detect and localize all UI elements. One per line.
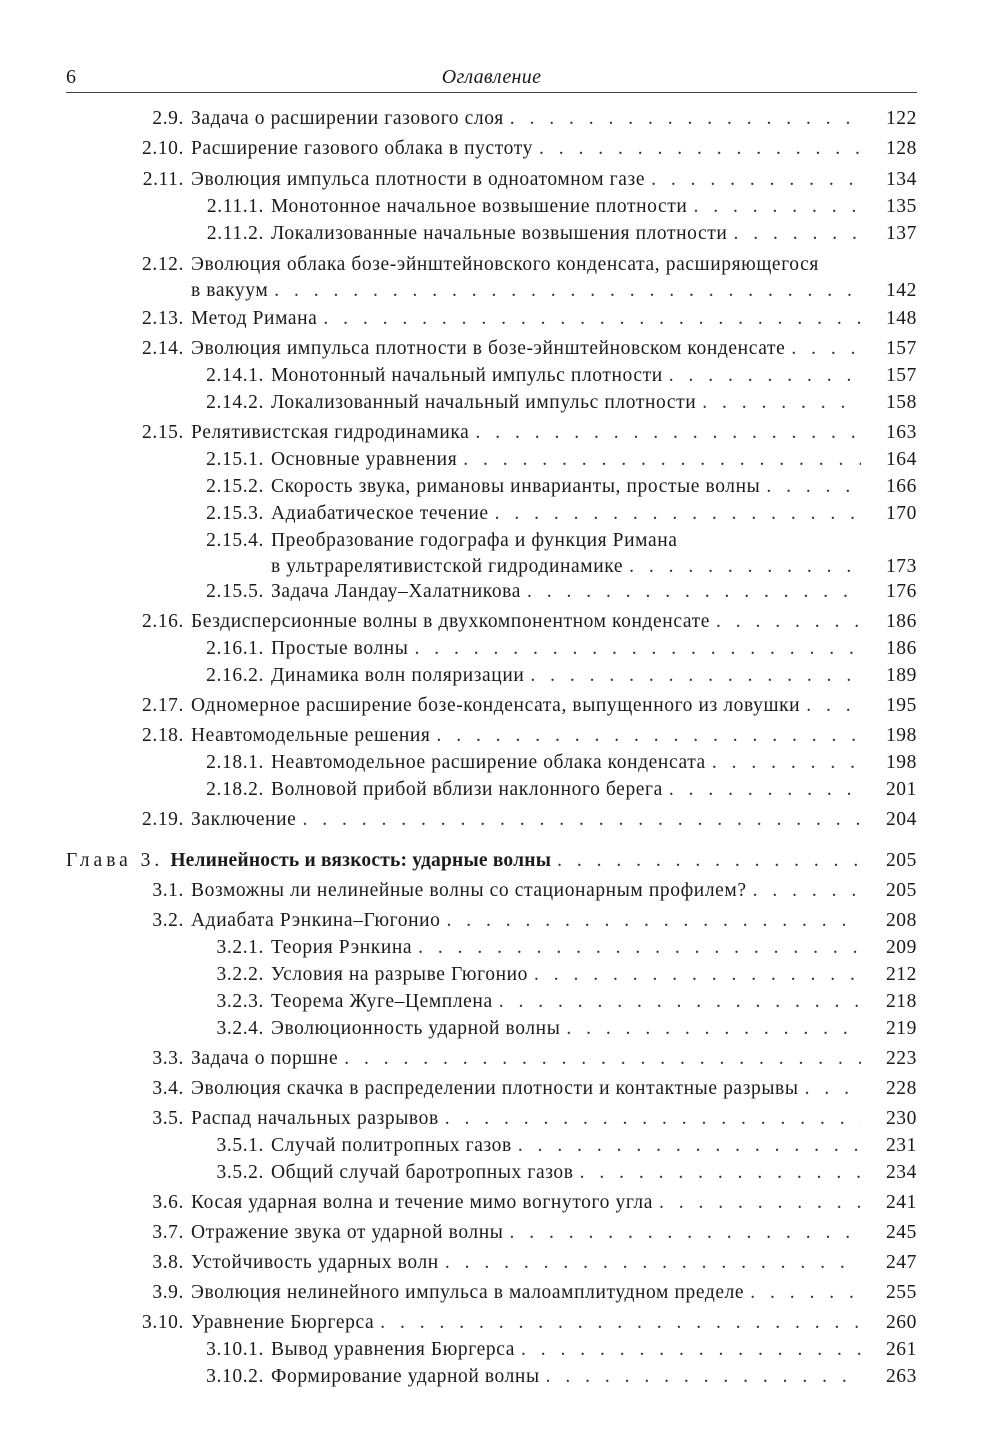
toc-page: 186: [885, 611, 917, 632]
toc-title: Эволюция облака бозе-эйнштейновского конденсата, расширяющегося: [191, 254, 819, 275]
toc-number: 3.3.: [152, 1048, 184, 1069]
toc-entry[interactable]: [66, 336, 917, 364]
toc-entry[interactable]: [66, 252, 917, 308]
toc-entry[interactable]: [66, 1220, 917, 1248]
toc-title: Эволюция скачка в распределении плотности и контактные разрывы: [191, 1078, 799, 1099]
toc-leader: [702, 390, 861, 416]
toc-number: 2.15.2.: [206, 476, 264, 497]
toc-leader: [659, 1190, 861, 1216]
toc-number: 2.12.: [142, 254, 184, 275]
toc-title: Неавтомодельное расширение облака конденсата: [271, 752, 706, 773]
toc-leader: [380, 1310, 861, 1336]
toc-number: 3.5.: [152, 1108, 184, 1129]
toc-title: Теория Рэнкина: [271, 937, 413, 958]
toc-title: Отражение звука от ударной волны: [191, 1222, 504, 1243]
toc-page: 261: [885, 1339, 917, 1360]
toc-title: Адиабатическое течение: [271, 503, 489, 524]
toc-entry[interactable]: [66, 663, 917, 691]
toc-title: Формирование ударной волны: [271, 1366, 540, 1387]
toc-title: Заключение: [191, 809, 297, 830]
toc-title: Эволюция нелинейного импульса в малоамплитудном пределе: [191, 1282, 745, 1303]
toc-title: Основные уравнения: [271, 449, 458, 470]
toc-entry[interactable]: [66, 1250, 917, 1278]
toc-title: Одномерное расширение бозе-конденсата, выпущенного из ловушки: [191, 695, 801, 716]
toc-entry[interactable]: [66, 363, 917, 391]
toc-number: 2.14.2.: [206, 392, 264, 413]
toc-leader: [302, 807, 861, 833]
toc-number: 3.2.3.: [216, 991, 264, 1012]
toc-page: 170: [885, 503, 917, 524]
toc-entry[interactable]: [66, 194, 917, 222]
toc-number: 3.9.: [152, 1282, 184, 1303]
chapter-number: Глава 3.: [66, 850, 164, 871]
toc-leader: [518, 1133, 861, 1159]
chapter-title: Нелинейность и вязкость: ударные волны: [170, 850, 552, 871]
toc-entry[interactable]: [66, 106, 917, 134]
toc-entry[interactable]: [66, 390, 917, 418]
toc-title: Динамика волн поляризации: [271, 665, 525, 686]
toc-number: 3.10.: [142, 1312, 184, 1333]
running-title: Оглавление: [441, 66, 542, 88]
toc-number: 2.14.1.: [206, 365, 264, 386]
toc-entry[interactable]: [66, 447, 917, 475]
toc-title: Условия на разрыве Гюгонио: [271, 964, 528, 985]
toc-number: 2.10.: [142, 138, 184, 159]
toc-leader: [463, 447, 861, 473]
toc-title: Адиабата Рэнкина–Гюгонио: [191, 910, 441, 931]
toc-page: 198: [885, 752, 917, 773]
toc-entry[interactable]: [66, 878, 917, 906]
toc-number: 2.11.1.: [206, 196, 264, 217]
toc-number: 3.8.: [152, 1252, 184, 1273]
toc-chapter-entry[interactable]: [66, 848, 917, 876]
toc-entry[interactable]: [66, 962, 917, 990]
toc-leader: [530, 663, 861, 689]
toc-leader: [806, 693, 861, 719]
toc-page: 223: [885, 1048, 917, 1069]
toc-page: 234: [885, 1162, 917, 1183]
toc-entry[interactable]: [66, 1106, 917, 1134]
toc-leader: [693, 194, 861, 220]
toc-leader: [712, 750, 861, 776]
toc-title: Случай политропных газов: [271, 1135, 512, 1156]
toc-leader: [495, 501, 861, 527]
toc-title-continued: в вакуум: [191, 280, 269, 301]
toc-page: 205: [885, 850, 917, 871]
toc-number: 3.5.1.: [216, 1135, 264, 1156]
toc-entry[interactable]: [66, 1160, 917, 1188]
toc-number: 2.19.: [142, 809, 184, 830]
toc-leader: [521, 1337, 861, 1363]
toc-entry[interactable]: [66, 908, 917, 936]
toc-entry[interactable]: [66, 1016, 917, 1044]
toc-leader: [274, 278, 861, 304]
toc-title: Косая ударная волна и течение мимо вогнутого угла: [191, 1192, 654, 1213]
toc-leader: [766, 474, 861, 500]
toc-page: 134: [885, 169, 917, 190]
toc-page: 157: [885, 338, 917, 359]
toc-page: 205: [885, 880, 917, 901]
toc-number: 2.16.2.: [206, 665, 264, 686]
toc-entry[interactable]: [66, 221, 917, 249]
toc-number: 2.11.2.: [206, 223, 264, 244]
toc-page: 128: [885, 138, 917, 159]
toc-leader: [475, 420, 861, 446]
toc-title: Локализованный начальный импульс плотности: [271, 392, 697, 413]
toc-entry[interactable]: [66, 807, 917, 835]
toc-title: Простые волны: [271, 638, 409, 659]
toc-page: 230: [885, 1108, 917, 1129]
toc-title: Распад начальных разрывов: [191, 1108, 439, 1129]
toc-title: Расширение газового облака в пустоту: [191, 138, 533, 159]
toc-leader: [750, 1280, 861, 1306]
toc-leader: [510, 106, 861, 132]
toc-page: 201: [885, 779, 917, 800]
page-number: 6: [66, 66, 76, 88]
toc-page: 189: [885, 665, 917, 686]
toc-leader: [669, 777, 861, 803]
toc-number: 2.17.: [142, 695, 184, 716]
toc-page: 148: [885, 308, 917, 329]
toc-title: Задача о расширении газового слоя: [191, 108, 504, 129]
toc-number: 3.5.2.: [216, 1162, 264, 1183]
toc-number: 3.1.: [152, 880, 184, 901]
toc-number: 2.15.5.: [206, 581, 264, 602]
toc-entry[interactable]: [66, 501, 917, 529]
toc-number: 2.14.: [142, 338, 184, 359]
toc-title: Возможны ли нелинейные волны со стационарным профилем?: [191, 880, 747, 901]
toc-number: 2.11.: [142, 169, 184, 190]
toc-number: 2.15.3.: [206, 503, 264, 524]
toc-entry[interactable]: [66, 750, 917, 778]
toc-page: 186: [885, 638, 917, 659]
toc-leader: [669, 363, 861, 389]
toc-page: 137: [885, 223, 917, 244]
toc-entry[interactable]: [66, 1076, 917, 1104]
toc-page: 158: [885, 392, 917, 413]
toc-page: 247: [885, 1252, 917, 1273]
toc-title: Задача о поршне: [191, 1048, 339, 1069]
toc-leader: [546, 1364, 861, 1390]
toc-leader: [753, 878, 861, 904]
toc-entry[interactable]: [66, 1364, 917, 1392]
toc-number: 3.2.4.: [216, 1018, 264, 1039]
toc-page: 228: [885, 1078, 917, 1099]
toc-number: 3.2.2.: [216, 964, 264, 985]
toc-number: 3.10.1.: [206, 1339, 264, 1360]
toc-entry[interactable]: [66, 528, 917, 584]
toc-leader: [651, 167, 861, 193]
toc-entry[interactable]: [66, 1190, 917, 1218]
toc-page: 245: [885, 1222, 917, 1243]
toc-entry[interactable]: [66, 693, 917, 721]
toc-page: 218: [885, 991, 917, 1012]
toc-leader: [580, 1160, 861, 1186]
toc-leader: [629, 554, 861, 580]
toc-title: Волновой прибой вблизи наклонного берега: [271, 779, 663, 800]
toc-title: Эволюция импульса плотности в бозе-эйнштейновском конденсате: [191, 338, 786, 359]
toc-entry[interactable]: [66, 777, 917, 805]
toc-entry[interactable]: [66, 723, 917, 751]
toc-number: 2.15.: [142, 422, 184, 443]
toc-number: 3.4.: [152, 1078, 184, 1099]
toc-entry[interactable]: [66, 1310, 917, 1338]
toc-leader: [447, 908, 862, 934]
toc-number: 3.7.: [152, 1222, 184, 1243]
toc-leader: [539, 136, 861, 162]
toc-title: Эволюция импульса плотности в одноатомном газе: [191, 169, 646, 190]
toc-title: Вывод уравнения Бюргерса: [271, 1339, 515, 1360]
toc-entry[interactable]: [66, 636, 917, 664]
toc-leader: [437, 723, 861, 749]
toc-title: Метод Римана: [191, 308, 318, 329]
toc-number: 2.18.2.: [206, 779, 264, 800]
toc-title: Бездисперсионные волны в двухкомпонентном конденсате: [191, 611, 710, 632]
toc-page: 255: [885, 1282, 917, 1303]
toc-entry[interactable]: [66, 579, 917, 607]
toc-entry[interactable]: [66, 989, 917, 1017]
toc-leader: [510, 1220, 862, 1246]
toc-leader: [534, 962, 861, 988]
toc-page: 263: [885, 1366, 917, 1387]
toc-number: 2.15.4.: [206, 530, 264, 551]
toc-leader: [323, 306, 861, 332]
toc-page: 208: [885, 910, 917, 931]
toc-entry[interactable]: [66, 935, 917, 963]
toc-leader: [499, 989, 861, 1015]
toc-leader: [344, 1046, 861, 1072]
toc-number: 3.2.: [152, 910, 184, 931]
toc-entry[interactable]: [66, 609, 917, 637]
toc-entry[interactable]: [66, 474, 917, 502]
toc-entry[interactable]: [66, 136, 917, 164]
toc-leader: [415, 636, 861, 662]
toc-title: Скорость звука, римановы инварианты, простые волны: [271, 476, 761, 497]
toc-leader: [445, 1106, 861, 1132]
toc-entry[interactable]: [66, 1280, 917, 1308]
toc-page: 163: [885, 422, 917, 443]
toc-leader: [805, 1076, 861, 1102]
toc-page: 173: [885, 556, 917, 577]
toc-number: 3.2.1.: [216, 937, 264, 958]
toc-page: 135: [885, 196, 917, 217]
toc-page: 219: [885, 1018, 917, 1039]
toc-number: 3.6.: [152, 1192, 184, 1213]
toc-leader: [445, 1250, 861, 1276]
running-header: [66, 66, 917, 93]
toc-number: 2.15.1.: [206, 449, 264, 470]
toc-entry[interactable]: [66, 306, 917, 334]
toc-leader: [566, 1016, 861, 1042]
toc-entry[interactable]: [66, 1337, 917, 1365]
toc-number: 2.18.: [142, 725, 184, 746]
toc-title: Релятивистская гидродинамика: [191, 422, 470, 443]
toc-title: Монотонное начальное возвышение плотности: [271, 196, 688, 217]
toc-number: 2.16.1.: [206, 638, 264, 659]
toc-page: 122: [885, 108, 917, 129]
toc-leader: [557, 848, 861, 874]
toc-entry[interactable]: [66, 1133, 917, 1161]
toc-page: 212: [885, 964, 917, 985]
toc-title: Преобразование годографа и функция Римана: [271, 530, 678, 551]
toc-page: 166: [885, 476, 917, 497]
toc-title-continued: в ультрарелятивистской гидродинамике: [271, 556, 624, 577]
toc-title: Устойчивость ударных волн: [191, 1252, 439, 1273]
toc-page: 260: [885, 1312, 917, 1333]
toc-page: 198: [885, 725, 917, 746]
toc-page: 142: [885, 280, 917, 301]
toc-leader: [418, 935, 861, 961]
toc-title: Локализованные начальные возвышения плотности: [271, 223, 728, 244]
toc-page: 157: [885, 365, 917, 386]
toc-title: Общий случай баротропных газов: [271, 1162, 574, 1183]
toc-page: 241: [885, 1192, 917, 1213]
toc-number: 2.13.: [142, 308, 184, 329]
toc-number: 3.10.2.: [206, 1366, 264, 1387]
toc-page: 204: [885, 809, 917, 830]
toc-number: 2.9.: [152, 108, 184, 129]
toc-title: Теорема Жуге–Цемплена: [271, 991, 493, 1012]
toc-number: 2.16.: [142, 611, 184, 632]
toc-page: 176: [885, 581, 917, 602]
toc-leader: [733, 221, 861, 247]
toc-entry[interactable]: [66, 1046, 917, 1074]
toc-page: 231: [885, 1135, 917, 1156]
toc-leader: [791, 336, 861, 362]
toc-title: Неавтомодельные решения: [191, 725, 431, 746]
toc-title: Монотонный начальный импульс плотности: [271, 365, 663, 386]
toc-leader: [527, 579, 861, 605]
toc-number: 2.18.1.: [206, 752, 264, 773]
toc-title: Уравнение Бюргерса: [191, 1312, 375, 1333]
toc-page: 164: [885, 449, 917, 470]
toc-title: Эволюционность ударной волны: [271, 1018, 561, 1039]
toc-entry[interactable]: [66, 420, 917, 448]
toc-entry[interactable]: [66, 167, 917, 195]
toc-page: 195: [885, 695, 917, 716]
toc-title: Задача Ландау–Халатникова: [271, 581, 521, 602]
toc-leader: [716, 609, 861, 635]
toc-page: 209: [885, 937, 917, 958]
